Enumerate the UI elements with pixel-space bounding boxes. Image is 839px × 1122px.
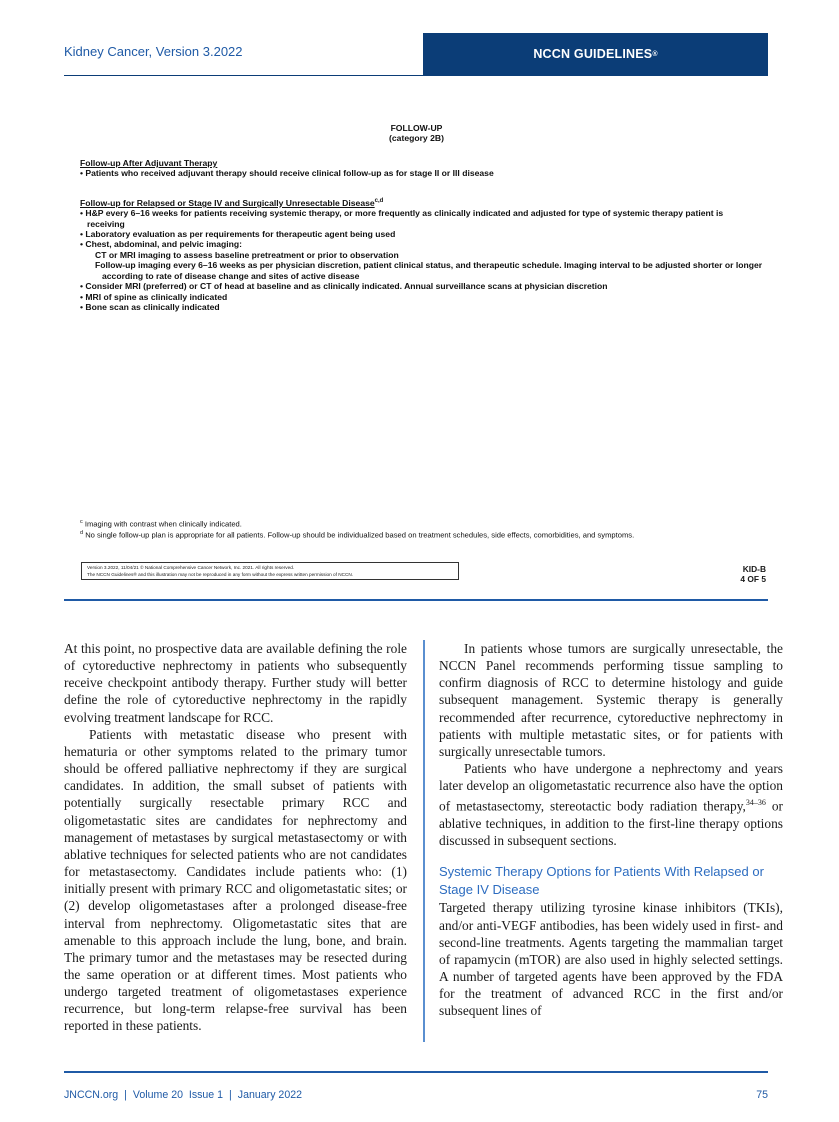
list-item: • MRI of spine as clinically indicated <box>80 291 228 302</box>
section-relapsed <box>80 196 770 312</box>
header-rule <box>64 75 768 76</box>
list-subitem-text: Follow-up imaging every 6–16 weeks as per physician discretion, patient clinical status, and therapeutic schedule. Imaging interval to be adjusted shorter or longer according to rate of disease change and sites of active disease <box>95 260 763 281</box>
right-column <box>439 640 783 1019</box>
footnote-mark: d <box>80 530 84 536</box>
footer-site: JNCCN.org <box>64 1089 119 1101</box>
list-item: • H&P every 6–16 weeks for patients receiving systemic therapy, or more frequently as clinically indicated and adjusted for type of systemic therapy patient is receiving <box>80 208 724 229</box>
list-item: • Chest, abdominal, and pelvic imaging: <box>80 239 243 250</box>
section-relapsed-footnote-ref: c,d <box>374 198 384 204</box>
footer-separator: | <box>124 1089 127 1101</box>
list-subitem <box>80 260 765 281</box>
reference-citation: 34–36 <box>745 798 766 808</box>
footer-citation <box>64 1089 302 1101</box>
registered-mark: ® <box>652 50 658 58</box>
copyright-line: Version 3.2022, 11/04/21 © National Comprehensive Cancer Network, Inc. 2021. All rights reserved. <box>87 565 295 570</box>
page-number: 75 <box>756 1089 768 1101</box>
list-item: • Consider MRI (preferred) or CT of head at baseline and as clinically indicated. Annual surveillance scans at physician discretion <box>80 281 608 292</box>
page-code-of: 4 OF 5 <box>740 573 766 584</box>
paragraph-text: or ablative techniques, in addition to the first-line therapy options discussed in subsequent sections. <box>439 798 783 849</box>
page-code-id: KID-B <box>742 564 766 574</box>
footer-separator: | <box>229 1089 232 1101</box>
paragraph-text: Patients who have undergone a nephrectomy and years later develop an oligometastatic recurrence also have the option of metastasectomy, stereotactic body radiation therapy, <box>439 761 783 814</box>
copyright-box <box>81 562 459 580</box>
footer-rule <box>64 1071 768 1073</box>
paragraph: At this point, no prospective data are available defining the role of cytoreductive nephrectomy in patients who subsequently receive checkpoint antibody therapy. Further study will better define the role of cytoreductive nephrectomy in the rapidly evolving treatment landscape for RCC. <box>64 641 407 725</box>
paragraph <box>439 760 783 849</box>
running-title: Kidney Cancer, Version 3.2022 <box>64 44 243 59</box>
section-adjuvant-item: • Patients who received adjuvant therapy should receive clinical follow-up as for stage II or III disease <box>80 168 494 179</box>
paragraph: In patients whose tumors are surgically unresectable, the NCCN Panel recommends performing tissue sampling to confirm diagnosis of RCC to determine histology and guide subsequent management. Systemic therapy is generally recommended after recurrence, cytoreductive nephrectomy in patients with multiple metastatic sites, or for patients with surgically unresectable tumors. <box>439 641 783 759</box>
panel-rule <box>64 599 768 601</box>
paragraph: Targeted therapy utilizing tyrosine kinase inhibitors (TKIs), and/or anti-VEGF antibodies, has been widely used in first- and second-line treatments. Agents targeting the mammalian target of rapamycin (mTOR) are also used in highly selected settings. A number of targeted agents have been approved by the FDA for the treatment of advanced RCC in the first and/or subsequent lines of <box>439 900 783 1019</box>
list-item: • Laboratory evaluation as per requirements for therapeutic agent being used <box>80 229 396 240</box>
guidelines-banner <box>423 33 768 75</box>
section-adjuvant-title: Follow-up After Adjuvant Therapy <box>80 158 218 168</box>
footnote-mark: c <box>80 519 83 525</box>
section-subheading: Systemic Therapy Options for Patients With Relapsed or Stage IV Disease <box>439 864 764 898</box>
footnote-text: No single follow-up plan is appropriate for all patients. Follow-up should be individualized based on treatment schedules, side effects, comorbidities, and symptoms. <box>85 530 635 540</box>
panel-heading-category: (category 2B) <box>389 133 444 144</box>
footnote-d <box>80 528 634 541</box>
section-relapsed-title-row <box>80 196 770 208</box>
list-item: • Bone scan as clinically indicated <box>80 301 220 312</box>
copyright-line: The NCCN Guidelines® and this illustration may not be reproduced in any form without the express written permission of NCCN. <box>87 572 354 577</box>
panel-heading <box>80 123 753 144</box>
column-divider <box>423 640 425 1042</box>
footer-issue: Issue 1 <box>188 1089 224 1101</box>
panel-heading-title: FOLLOW-UP <box>390 123 443 133</box>
footnote-text: Imaging with contrast when clinically indicated. <box>84 519 242 529</box>
guidelines-label: NCCN GUIDELINES <box>533 47 653 61</box>
section-relapsed-title: Follow-up for Relapsed or Stage IV and Surgically Unresectable Disease <box>80 197 375 208</box>
footer-volume: Volume 20 <box>132 1089 183 1101</box>
page-code <box>700 565 766 584</box>
list-subitem: CT or MRI imaging to assess baseline pretreatment or prior to observation <box>95 249 399 260</box>
footer-date: January 2022 <box>237 1089 302 1101</box>
paragraph: Patients with metastatic disease who present with hematuria or other symptoms related to the primary tumor should be offered palliative nephrectomy if they are surgical candidates. In addition, the small subset of patients with potentially surgically resectable primary RCC and oligometastatic sites are candidates for nephrectomy and management of metastases by surgical metastasectomy or with ablative techniques for selected patients who are not candidates for metastasectomy. Candidates include patients who: (1) initially present with primary RCC and oligometastatic sites; or (2) develop oligometastases after a prolonged disease-free interval from nephrectomy. Oligometastatic sites that are amenable to this approach include the lung, bone, and brain. The primary tumor and the metastases may be resected during the same operation or at different times. Most patients who undergo targeted treatment of oligometastases experience recurrence, but long-term relapse-free survival has been reported in these patients. <box>64 726 407 1034</box>
section-adjuvant <box>80 158 770 179</box>
left-column <box>64 640 407 1035</box>
